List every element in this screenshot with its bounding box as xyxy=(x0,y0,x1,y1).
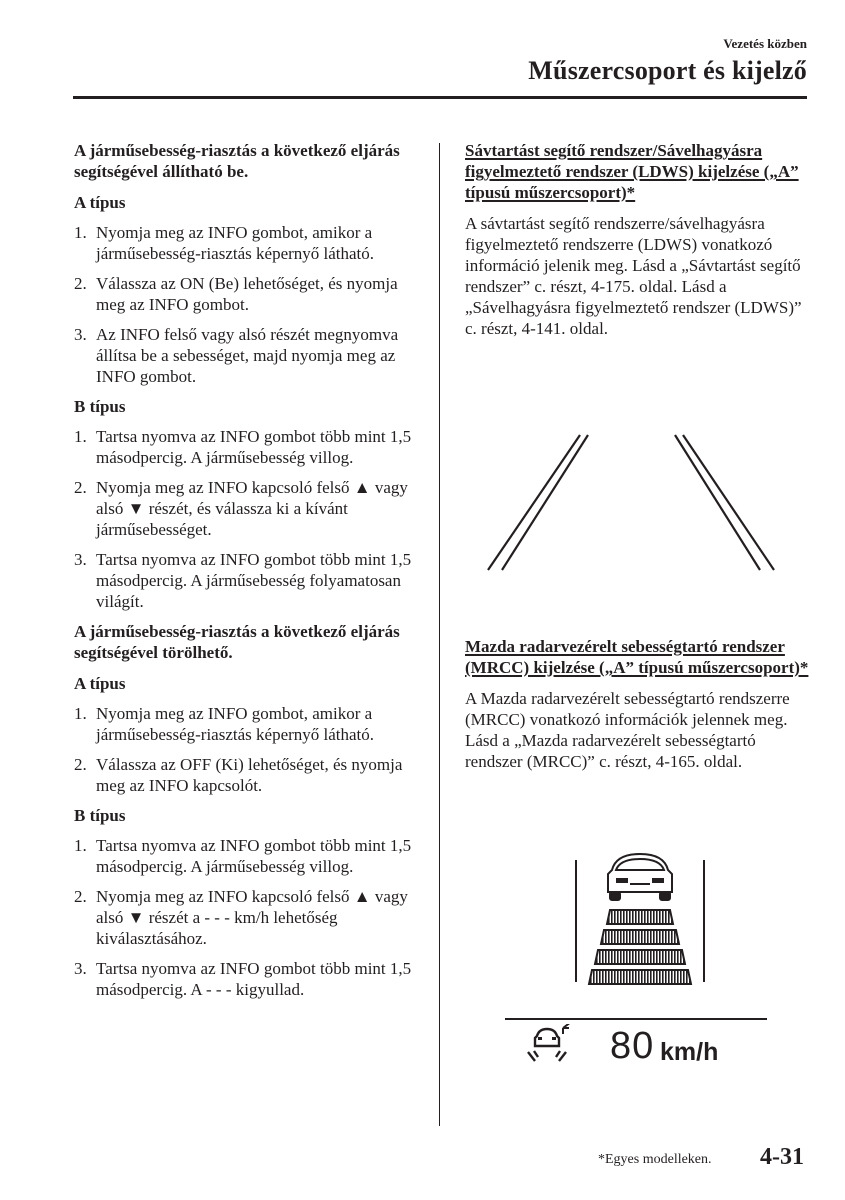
mrcc-body: A Mazda radarvezérelt sebességtartó rendszerre (MRCC) vonatkozó információk jelennek meg. Lásd a „Mazda radarvezérelt sebességtartó rendszer (MRCC)” c. részt, 4-165. oldal. xyxy=(465,689,790,771)
intro-set: A járműsebesség-riasztás a következő eljárás segítségével állítható be. xyxy=(74,141,400,181)
mrcc-heading: Mazda radarvezérelt sebességtartó rendszer (MRCC) kijelzése („A” típusú műszercsoport)* xyxy=(465,637,809,677)
mrcc-unit: km/h xyxy=(660,1038,719,1066)
mrcc-section xyxy=(465,636,810,782)
radar-cruise-icon xyxy=(525,1024,575,1064)
mrcc-display-illustration xyxy=(560,840,720,990)
list-item: 2. Nyomja meg az INFO kapcsoló felső ▲ vagy alsó ▼ részét, és válassza ki a kívánt járműsebességet. xyxy=(74,478,408,539)
clear-b-steps xyxy=(74,835,419,1000)
right-column xyxy=(465,140,810,349)
clear-b-label: B típus xyxy=(74,806,126,825)
intro-clear: A járműsebesség-riasztás a következő eljárás segítségével törölhető. xyxy=(74,622,400,662)
list-item: 2. Válassza az OFF (Ki) lehetőséget, és nyomja meg az INFO kapcsolót. xyxy=(74,755,403,795)
list-item: 3. Az INFO felső vagy alsó részét megnyomva állítsa be a sebességet, majd nyomja meg az INFO gombot. xyxy=(74,325,399,386)
list-item: 3. Tartsa nyomva az INFO gombot több mint 1,5 másodpercig. A - - - kigyullad. xyxy=(74,959,412,999)
list-item: 2. Válassza az ON (Be) lehetőséget, és nyomja meg az INFO gombot. xyxy=(74,274,398,314)
mrcc-display-rule xyxy=(505,1018,767,1020)
set-a-steps xyxy=(74,222,419,387)
set-a-label: A típus xyxy=(74,193,126,212)
list-item: 1. Tartsa nyomva az INFO gombot több mint 1,5 másodpercig. A járműsebesség villog. xyxy=(74,836,412,876)
ldws-heading: Sávtartást segítő rendszer/Sávelhagyásra figyelmeztető rendszer (LDWS) kijelzése („A” típusú műszercsoport)* xyxy=(465,141,799,202)
mrcc-speed: 80 xyxy=(610,1025,655,1067)
clear-a-steps xyxy=(74,703,419,796)
list-item: 1. Nyomja meg az INFO gombot, amikor a járműsebesség-riasztás képernyő látható. xyxy=(74,704,375,744)
page-title: Műszercsoport és kijelző xyxy=(528,56,807,85)
list-item: 1. Tartsa nyomva az INFO gombot több mint 1,5 másodpercig. A járműsebesség villog. xyxy=(74,427,412,467)
set-b-label: B típus xyxy=(74,397,126,416)
column-divider xyxy=(439,143,440,1126)
clear-a-label: A típus xyxy=(74,674,126,693)
header-rule xyxy=(73,96,807,99)
ldws-body: A sávtartást segítő rendszerre/sávelhagyásra figyelmeztető rendszerre (LDWS) vonatkozó információ jelenik meg. Lásd a „Sávtartást segítő rendszer” c. részt, 4-175. oldal. Lásd a „Sávelhagyásra figyelmeztető rendszer (LDWS)” c. részt, 4-141. oldal. xyxy=(465,214,802,338)
list-item: 1. Nyomja meg az INFO gombot, amikor a járműsebesség-riasztás képernyő látható. xyxy=(74,223,375,263)
list-item: 3. Tartsa nyomva az INFO gombot több mint 1,5 másodpercig. A járműsebesség folyamatosan világít. xyxy=(74,550,412,611)
lane-lines-illustration xyxy=(480,430,780,575)
footer-note: *Egyes modelleken. xyxy=(598,1152,712,1167)
page-number: 4-31 xyxy=(760,1144,804,1170)
list-item: 2. Nyomja meg az INFO kapcsoló felső ▲ vagy alsó ▼ részét a - - - km/h lehetőség kiválasztásához. xyxy=(74,887,408,948)
set-b-steps xyxy=(74,426,419,612)
section-label: Vezetés közben xyxy=(723,36,807,51)
lead-vehicle-icon xyxy=(608,854,672,900)
left-column xyxy=(74,140,419,1009)
